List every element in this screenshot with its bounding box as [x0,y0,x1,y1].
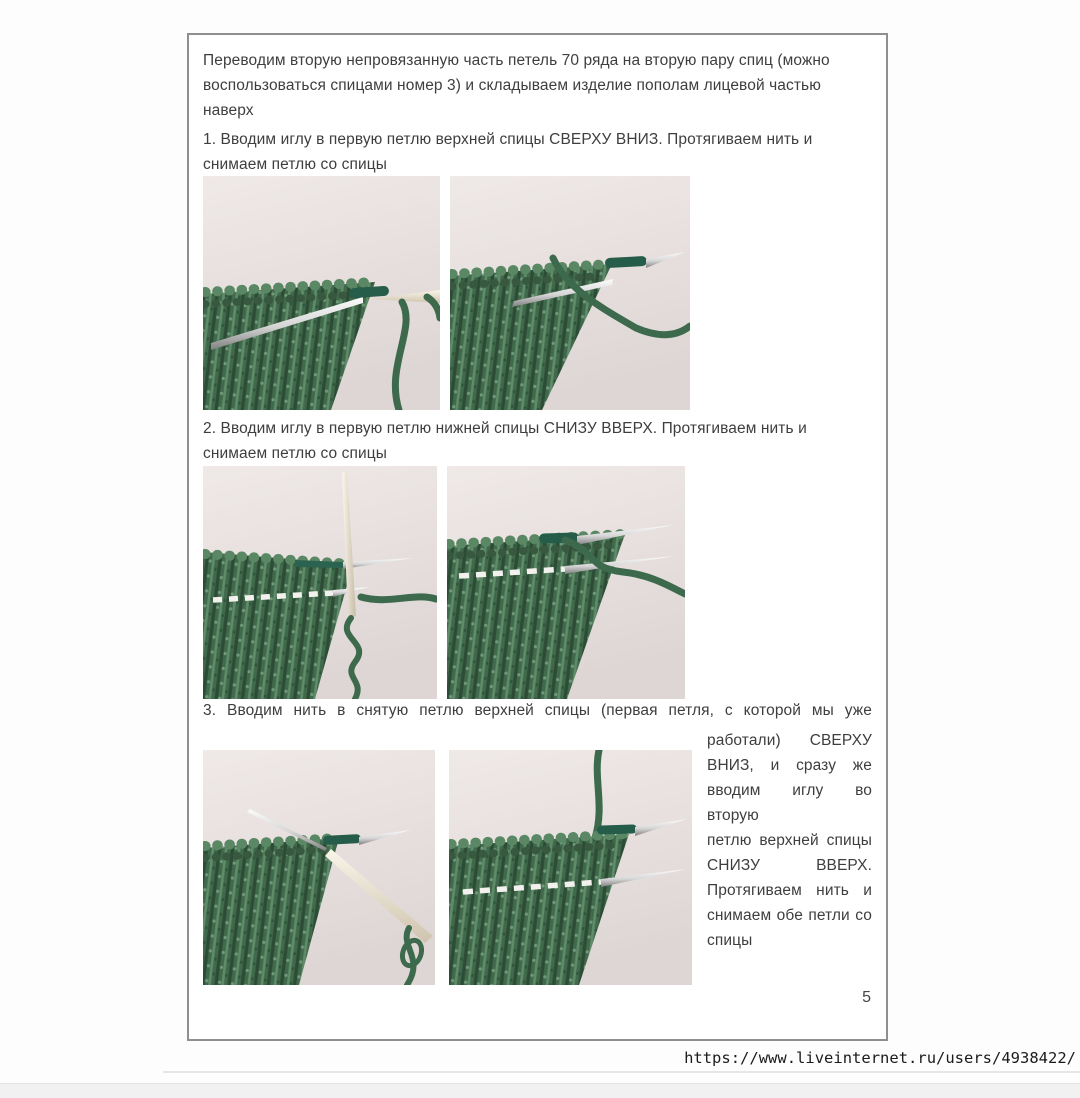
photo-step2-right [447,466,685,699]
needle-green-cap [597,824,637,834]
text-line: наверх [203,102,254,119]
text-line: снимаем петлю со спицы [203,156,387,173]
text-line: ВНИЗ, и сразу же [707,757,872,774]
step-3-text-column [707,728,872,953]
text-line: снимаем петлю со спицы [203,445,387,462]
step-2-text [203,416,875,466]
step-3-text-first-line: 3. Вводим нить в снятую петлю верхней спицы (первая петля, с которой мы уже [203,702,872,719]
text-line: Протягиваем нить и [707,882,872,899]
yarn-strand [595,750,599,838]
text-line: Переводим вторую непровязанную часть петель 70 ряда на вторую пару спиц (можно [203,52,830,69]
photo-step1-left [203,176,440,410]
source-url: https://www.liveinternet.ru/users/4938422/ [684,1049,1076,1067]
yarn-strand [361,597,436,600]
photo-step1-right [450,176,690,410]
photo-step3-left [203,750,435,985]
viewer-footer-bar [0,1083,1080,1098]
text-line: снимаем обе петли со [707,907,872,924]
intro-paragraph [203,48,875,123]
photo-step2-left [203,466,437,699]
text-line: 2. Вводим иглу в первую петлю нижней спицы СНИЗУ ВВЕРХ. Протягиваем нить и [203,420,807,437]
text-line: СНИЗУ ВВЕРХ. [707,857,872,874]
content-divider [163,1071,1080,1073]
photo-step3-right [449,750,692,985]
page-number: 5 [862,989,871,1006]
text-line: воспользоваться спицами номер 3) и складываем изделие пополам лицевой частью [203,77,821,94]
text-line: спицы [707,932,753,949]
text-line: вводим иглу во вторую [707,782,872,824]
text-line: петлю верхней спицы [707,832,872,849]
text-line: 1. Вводим иглу в первую петлю верхней спицы СВЕРХУ ВНИЗ. Протягиваем нить и [203,131,813,148]
document-page [187,33,888,1041]
step-1-text [203,127,875,177]
text-line: работали) СВЕРХУ [707,732,872,749]
